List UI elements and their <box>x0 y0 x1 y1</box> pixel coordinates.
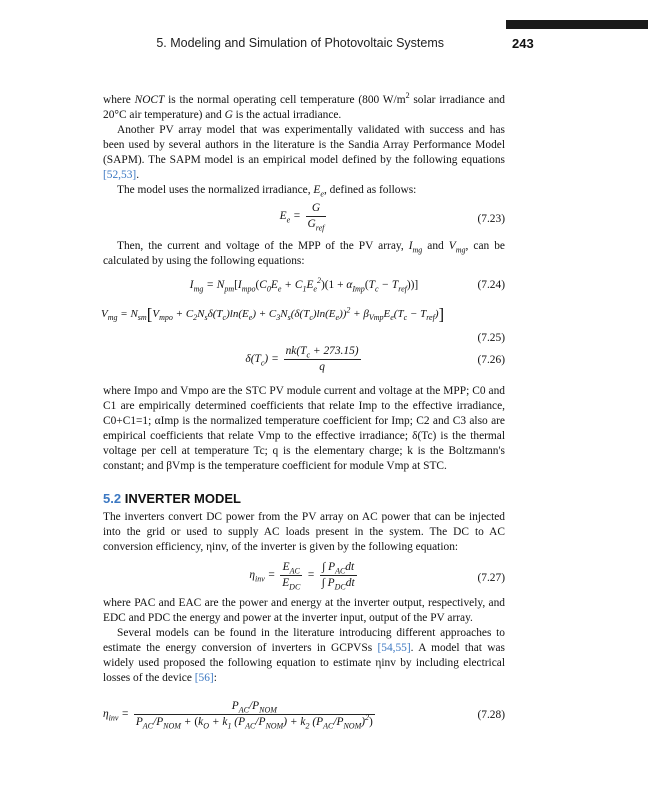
citation-link[interactable]: [54,55] <box>377 642 411 654</box>
running-header <box>0 36 550 52</box>
paragraph-models: Several models can be found in the literature introducing different approaches to estimate the energy conversion of inverters in GCPVSs [54,55]. A model that was widely used proposed the following equation to estimate ηinv by including electrical losses of the device [56]: <box>103 627 505 684</box>
page-number: 243 <box>512 36 534 51</box>
equation-7-25: $V_{mg} = N_{sm}[V_{mpo} + C_2N_s\delta(T_c)\ln(E_e) + C_3N_s(\delta(T_c)\ln(E_e))^2 + \beta_{Vmp}E_e(T_c - T_{ref})]$ (7.25) <box>101 304 505 344</box>
top-decorative-bar <box>506 20 648 29</box>
paragraph-inverter: The inverters convert DC power from the PV array on AC power that can be injected into the grid or used to supply AC loads present in the system. The DC to AC conversion efficiency, ηinv, of the inverter is given by the following equation: <box>103 511 505 553</box>
equation-number: (7.28) <box>477 709 505 721</box>
citation-link[interactable]: [52,53] <box>103 169 137 181</box>
paragraph-mpp: Then, the current and voltage of the MPP of the PV array, $I_{mg}$ and $V_{mg}$, can be calculated by using the following equations: <box>103 240 505 267</box>
paragraph-sapm: Another PV array model that was experimentally validated with success and has been used by several authors in the literature is the Sandia Array Performance Model (SAPM). The SAPM model is an empirical model defined by the following equations [52,53]. <box>103 124 505 181</box>
page-content <box>103 93 505 729</box>
equation-7-24: $I_{mg} = N_{pm}[I_{mpo}(C_0E_e + C_1E_e^2)(1 + \alpha_{Imp}(T_c - T_{ref}))]$ (7.24) <box>189 276 505 294</box>
equation-number: (7.23) <box>477 213 505 225</box>
chapter-title: 5. Modeling and Simulation of Photovoltaic Systems <box>156 36 444 50</box>
equation-number: (7.24) <box>477 279 505 291</box>
paragraph-power-energy: where PAC and EAC are the power and energy at the inverter output, respectively, and EDC and PDC the energy and power at the inverter input, output of the PV array. <box>103 597 505 624</box>
equation-number: (7.27) <box>477 572 505 584</box>
equation-7-26: $\delta(T_c)$ = $\frac{nk(T_c + 273.15)}{q}$ (7.26) <box>245 345 505 373</box>
equation-number: (7.26) <box>477 354 505 366</box>
paragraph-noct: where NOCT is the normal operating cell temperature (800 $W/m^2$ solar irradiance and 20°C air temperature) and G is the actual irradiance. <box>103 91 505 121</box>
equation-number: (7.25) <box>477 332 505 344</box>
equation-7-23: $E_e$ = $\frac{G}{G_{ref}}$ (7.23) <box>279 202 505 233</box>
section-heading <box>103 491 505 506</box>
equation-7-27: $\eta_{inv}$ = $\frac{E_{AC}}{E_{DC}}$ = $\frac{\int P_{AC}dt}{\int P_{DC}dt}$ (7.27) <box>249 561 505 592</box>
equation-7-28: $\eta_{inv}$ = $\frac{P_{AC}/P_{NOM}}{P_{AC}/P_{NOM} + (k_O + k_1 (P_{AC}/P_{NOM}) + k_2 (P_{AC}/P_{NOM})^2)}$ (7.28) <box>103 700 505 731</box>
section-title: INVERTER MODEL <box>124 491 241 506</box>
section-number: 5.2 <box>103 491 122 506</box>
citation-link[interactable]: [56] <box>194 672 214 684</box>
paragraph-normalized-irradiance: The model uses the normalized irradiance, $E_e$, defined as follows: <box>117 184 417 199</box>
paragraph-definitions: where Impo and Vmpo are the STC PV module current and voltage at the MPP; C0 and C1 are empirically determined coefficients that relate Imp to the effective irradiance, C0+C1=1; αImp is the normalized temperature coefficient for Imp; C2 and C3 also are empirical coefficients that relate Vmp to the effective irradiance; δ(Tc) is the thermal voltage per cell at temperature Tc; q is the elementary charge; k is the Boltzmann's constant; and βVmp is the temperature coefficient for module Vmp at STC. <box>103 385 505 472</box>
